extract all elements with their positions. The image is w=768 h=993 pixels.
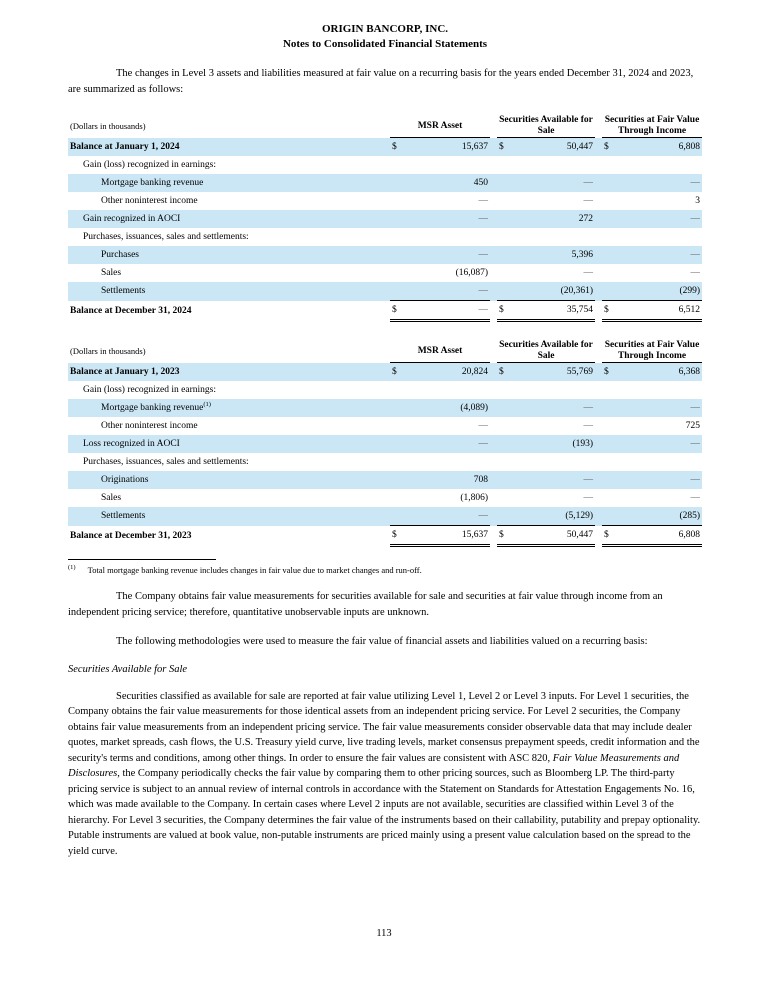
- value-cell: —: [690, 268, 701, 278]
- dollar-sign-cell: [497, 228, 511, 246]
- row-label: Gain recognized in AOCI: [83, 214, 181, 224]
- dollar-sign-cell: $: [392, 142, 397, 152]
- intro-paragraph: The changes in Level 3 assets and liabilities measured at fair value on a recurring basis for the years ended December 31, 2024 and 2023, are summarized as follows:: [68, 68, 694, 95]
- table-row: [68, 363, 702, 382]
- value-cell: 35,754: [511, 301, 595, 321]
- table-header-row: [68, 115, 702, 138]
- table-row: [68, 417, 702, 435]
- footnote-marker: (1): [68, 564, 76, 572]
- column-gap: [595, 526, 602, 546]
- value-cell: —: [478, 196, 489, 206]
- dollar-sign-cell: [497, 507, 511, 526]
- dollar-sign-cell: [602, 399, 616, 417]
- dollar-sign-cell: [390, 381, 404, 399]
- column-gap: [490, 246, 497, 264]
- value-cell: 20,824: [461, 367, 489, 377]
- dollar-sign-cell: [602, 174, 616, 192]
- column-gap: [490, 417, 497, 435]
- row-label: Sales: [101, 268, 122, 278]
- value-cell: —: [583, 178, 594, 188]
- dollar-sign-cell: [390, 264, 404, 282]
- value-cell: 6,808: [616, 526, 702, 546]
- column-gap: [595, 453, 602, 471]
- dollar-sign-cell: [497, 174, 511, 192]
- column-header: Securities at Fair Value Through Income: [602, 340, 702, 363]
- value-cell: 450: [473, 178, 489, 188]
- dollar-sign-cell: $: [390, 301, 404, 321]
- table-header-row: [68, 340, 702, 363]
- value-cell: (16,087): [455, 268, 489, 278]
- value-cell: —: [478, 421, 489, 431]
- row-label: Mortgage banking revenue$^{(1)}$: [101, 400, 211, 413]
- table-row: [68, 453, 702, 471]
- dollar-sign-cell: $: [499, 142, 504, 152]
- dollar-sign-cell: [497, 453, 511, 471]
- column-gap: [595, 156, 602, 174]
- dollar-sign-cell: [602, 507, 616, 526]
- unit-label: (Dollars in thousands): [70, 121, 146, 132]
- value-cell: 50,447: [566, 142, 594, 152]
- column-header: Securities at Fair Value Through Income: [602, 115, 702, 138]
- column-gap: [490, 340, 497, 363]
- dollar-sign-cell: [390, 246, 404, 264]
- column-header: MSR Asset: [390, 115, 490, 138]
- footnote-text: Total mortgage banking revenue includes changes in fair value due to market changes and run-off.: [87, 565, 422, 575]
- value-cell: (5,129): [511, 507, 595, 526]
- dollar-sign-cell: [602, 435, 616, 453]
- dollar-sign-cell: [602, 282, 616, 301]
- table-row: [68, 282, 702, 301]
- table-row: [68, 301, 702, 321]
- table-row: [68, 210, 702, 228]
- dollar-sign-cell: [497, 399, 511, 417]
- value-cell: —: [404, 282, 490, 301]
- column-gap: [595, 363, 602, 382]
- dollar-sign-cell: [390, 471, 404, 489]
- dollar-sign-cell: [602, 156, 616, 174]
- row-label: Purchases, issuances, sales and settlements:: [83, 232, 249, 242]
- column-gap: [490, 453, 497, 471]
- value-cell: 6,808: [678, 142, 701, 152]
- table-row: [68, 192, 702, 210]
- dollar-sign-cell: $: [602, 301, 616, 321]
- value-cell: (299): [616, 282, 702, 301]
- value-cell: [616, 228, 702, 246]
- column-gap: [595, 399, 602, 417]
- dollar-sign-cell: [497, 156, 511, 174]
- table-row: [68, 507, 702, 526]
- table-row: [68, 174, 702, 192]
- dollar-sign-cell: $: [390, 526, 404, 546]
- dollar-sign-cell: $: [392, 367, 397, 377]
- dollar-sign-cell: $: [499, 367, 504, 377]
- row-label: Balance at January 1, 2023: [70, 366, 180, 377]
- dollar-sign-cell: [497, 435, 511, 453]
- dollar-sign-cell: [497, 381, 511, 399]
- table-row: [68, 228, 702, 246]
- column-gap: [490, 399, 497, 417]
- value-cell: —: [690, 439, 701, 449]
- value-cell: —: [583, 268, 594, 278]
- row-label: Other noninterest income: [101, 421, 198, 431]
- value-cell: —: [583, 403, 594, 413]
- value-cell: [511, 156, 595, 174]
- unit-label: (Dollars in thousands): [70, 346, 146, 357]
- dollar-sign-cell: [602, 264, 616, 282]
- value-cell: —: [404, 301, 490, 321]
- paragraph-methodologies: The following methodologies were used to measure the fair value of financial assets and liabilities valued on a recurring basis:: [116, 636, 648, 647]
- value-cell: —: [690, 475, 701, 485]
- dollar-sign-cell: [602, 210, 616, 228]
- italic-citation: Fair Value Measurements and Disclosures: [68, 752, 680, 779]
- row-label: Balance at December 31, 2023: [70, 530, 192, 541]
- dollar-sign-cell: [390, 399, 404, 417]
- dollar-sign-cell: [390, 210, 404, 228]
- column-gap: [490, 471, 497, 489]
- value-cell: [616, 156, 702, 174]
- value-cell: (4,089): [460, 403, 489, 413]
- column-gap: [490, 489, 497, 507]
- dollar-sign-cell: [390, 282, 404, 301]
- column-gap: [595, 282, 602, 301]
- value-cell: [404, 156, 490, 174]
- column-gap: [595, 471, 602, 489]
- row-label: Purchases, issuances, sales and settlements:: [83, 457, 249, 467]
- dollar-sign-cell: [602, 471, 616, 489]
- value-cell: 5,396: [571, 250, 594, 260]
- document-title: Notes to Consolidated Financial Statements: [282, 38, 488, 50]
- column-gap: [595, 192, 602, 210]
- dollar-sign-cell: $: [497, 526, 511, 546]
- column-gap: [595, 507, 602, 526]
- footnote-divider: [68, 559, 216, 560]
- row-label: Settlements: [101, 511, 146, 522]
- table-row: [68, 138, 702, 157]
- row-label: Balance at December 31, 2024: [70, 305, 192, 316]
- column-gap: [595, 174, 602, 192]
- dollar-sign-cell: [602, 246, 616, 264]
- dollar-sign-cell: [390, 435, 404, 453]
- row-label: Loss recognized in AOCI: [83, 439, 180, 449]
- column-gap: [490, 210, 497, 228]
- row-label: Balance at January 1, 2024: [70, 141, 180, 152]
- dollar-sign-cell: [602, 381, 616, 399]
- dollar-sign-cell: [390, 489, 404, 507]
- column-gap: [490, 138, 497, 157]
- column-gap: [595, 489, 602, 507]
- value-cell: [404, 381, 490, 399]
- column-gap: [490, 363, 497, 382]
- dollar-sign-cell: [390, 417, 404, 435]
- paragraph-pricing-service: The Company obtains fair value measurements for securities available for sale and securities at fair value through income from an independent pricing service; therefore, quantitative unobservable inputs are unknown.: [68, 591, 663, 618]
- column-gap: [490, 435, 497, 453]
- dollar-sign-cell: [390, 507, 404, 526]
- row-label: Other noninterest income: [101, 196, 198, 206]
- column-gap: [490, 156, 497, 174]
- dollar-sign-cell: [602, 489, 616, 507]
- table-row: [68, 489, 702, 507]
- value-cell: (285): [616, 507, 702, 526]
- dollar-sign-cell: [497, 489, 511, 507]
- value-cell: [511, 381, 595, 399]
- column-gap: [490, 381, 497, 399]
- table-row: [68, 435, 702, 453]
- value-cell: 3: [695, 196, 701, 206]
- row-label: Sales: [101, 493, 122, 503]
- value-cell: —: [583, 421, 594, 431]
- dollar-sign-cell: [602, 192, 616, 210]
- row-label: Purchases: [101, 250, 139, 260]
- column-gap: [595, 210, 602, 228]
- column-gap: [595, 301, 602, 321]
- column-gap: [595, 115, 602, 138]
- paragraph-text: , the Company periodically checks the fair value by comparing them to other pricing sources, such as Bloomberg LP. The third-party pricing service is subject to an annual review of internal controls in accordance with the Statement on Standards for Attestation Engagements No. 16, which was made available to the Company. In certain cases where Level 2 inputs are not available, securities are classified within Level 3 of the hierarchy. For Level 3 securities, the Company determines the fair value of the instruments based on their callability, putability and prepay optionality. Putable instruments are valued at book value, non-putable instruments are priced mainly using a present value calculation based on the spread to the yield curve.: [68, 768, 701, 857]
- value-cell: [404, 453, 490, 471]
- dollar-sign-cell: [602, 453, 616, 471]
- value-cell: (20,361): [511, 282, 595, 301]
- dollar-sign-cell: [390, 453, 404, 471]
- dollar-sign-cell: $: [604, 142, 609, 152]
- dollar-sign-cell: [497, 210, 511, 228]
- value-cell: 50,447: [511, 526, 595, 546]
- dollar-sign-cell: [390, 174, 404, 192]
- value-cell: —: [478, 214, 489, 224]
- table-row: [68, 246, 702, 264]
- dollar-sign-cell: [497, 192, 511, 210]
- value-cell: —: [478, 250, 489, 260]
- financial-table: [68, 115, 702, 322]
- column-gap: [595, 340, 602, 363]
- table-row: [68, 381, 702, 399]
- row-label: Originations: [101, 475, 149, 485]
- dollar-sign-cell: $: [604, 367, 609, 377]
- column-header: Securities Available for Sale: [497, 340, 595, 363]
- value-cell: 55,769: [566, 367, 594, 377]
- value-cell: (1,806): [460, 493, 489, 503]
- column-gap: [490, 174, 497, 192]
- column-gap: [490, 228, 497, 246]
- table-row: [68, 526, 702, 546]
- value-cell: [616, 453, 702, 471]
- value-cell: 708: [473, 475, 489, 485]
- value-cell: 6,368: [678, 367, 701, 377]
- value-cell: [511, 453, 595, 471]
- level3-rollforward-table-2023: [68, 340, 702, 547]
- value-cell: —: [583, 475, 594, 485]
- footnote: [68, 565, 702, 575]
- value-cell: —: [583, 196, 594, 206]
- dollar-sign-cell: [390, 228, 404, 246]
- dollar-sign-cell: [390, 156, 404, 174]
- table-row: [68, 471, 702, 489]
- value-cell: —: [690, 178, 701, 188]
- value-cell: 6,512: [616, 301, 702, 321]
- column-gap: [490, 115, 497, 138]
- value-cell: (193): [572, 439, 594, 449]
- table-row: [68, 399, 702, 417]
- column-gap: [490, 282, 497, 301]
- page-number: 113: [376, 928, 392, 939]
- table-row: [68, 156, 702, 174]
- paragraph-securities-afs: [68, 689, 702, 860]
- column-gap: [595, 381, 602, 399]
- dollar-sign-cell: [602, 228, 616, 246]
- dollar-sign-cell: [497, 417, 511, 435]
- column-header: Securities Available for Sale: [497, 115, 595, 138]
- value-cell: [511, 228, 595, 246]
- column-gap: [595, 246, 602, 264]
- paragraph-text: Securities classified as available for sale are reported at fair value utilizing Level 1, Level 2 or Level 3 inputs. For Level 1 securities, the Company obtains the fair value measurements for those identical assets from an independent pricing service. For Level 2 securities, the Company obtains fair value measurements from an independent pricing service. The fair value measurements consider observable data that may include dealer quotes, market spreads, cash flows, the U.S. Treasury yield curve, live trading levels, market consensus prepayment speeds, credit information and the security's terms and conditions, among other things. In order to ensure the fair values are consistent with ASC 820,: [68, 690, 700, 764]
- dollar-sign-cell: $: [602, 526, 616, 546]
- value-cell: [404, 228, 490, 246]
- financial-table: [68, 340, 702, 547]
- value-cell: 15,637: [404, 526, 490, 546]
- value-cell: —: [404, 507, 490, 526]
- value-cell: —: [690, 250, 701, 260]
- value-cell: —: [690, 403, 701, 413]
- value-cell: —: [583, 493, 594, 503]
- dollar-sign-cell: [390, 192, 404, 210]
- value-cell: 725: [685, 421, 701, 431]
- row-label: Gain (loss) recognized in earnings:: [83, 385, 216, 395]
- column-gap: [595, 417, 602, 435]
- column-gap: [490, 264, 497, 282]
- value-cell: —: [690, 214, 701, 224]
- value-cell: —: [690, 493, 701, 503]
- row-label: Settlements: [101, 286, 146, 297]
- value-cell: [616, 381, 702, 399]
- column-gap: [595, 264, 602, 282]
- column-gap: [595, 228, 602, 246]
- value-cell: —: [478, 439, 489, 449]
- level3-rollforward-table-2024: [68, 115, 702, 322]
- dollar-sign-cell: [497, 264, 511, 282]
- column-gap: [595, 435, 602, 453]
- value-cell: 272: [578, 214, 594, 224]
- column-header: MSR Asset: [390, 340, 490, 363]
- dollar-sign-cell: [497, 246, 511, 264]
- row-label: Mortgage banking revenue: [101, 178, 204, 188]
- dollar-sign-cell: $: [497, 301, 511, 321]
- column-gap: [595, 138, 602, 157]
- column-gap: [490, 526, 497, 546]
- section-heading-securities-afs: Securities Available for Sale: [68, 663, 188, 675]
- company-name: ORIGIN BANCORP, INC.: [321, 23, 449, 35]
- dollar-sign-cell: [497, 471, 511, 489]
- column-gap: [490, 192, 497, 210]
- column-gap: [490, 301, 497, 321]
- row-label: Gain (loss) recognized in earnings:: [83, 160, 216, 170]
- dollar-sign-cell: [602, 417, 616, 435]
- column-gap: [490, 507, 497, 526]
- value-cell: 15,637: [461, 142, 489, 152]
- dollar-sign-cell: [497, 282, 511, 301]
- table-row: [68, 264, 702, 282]
